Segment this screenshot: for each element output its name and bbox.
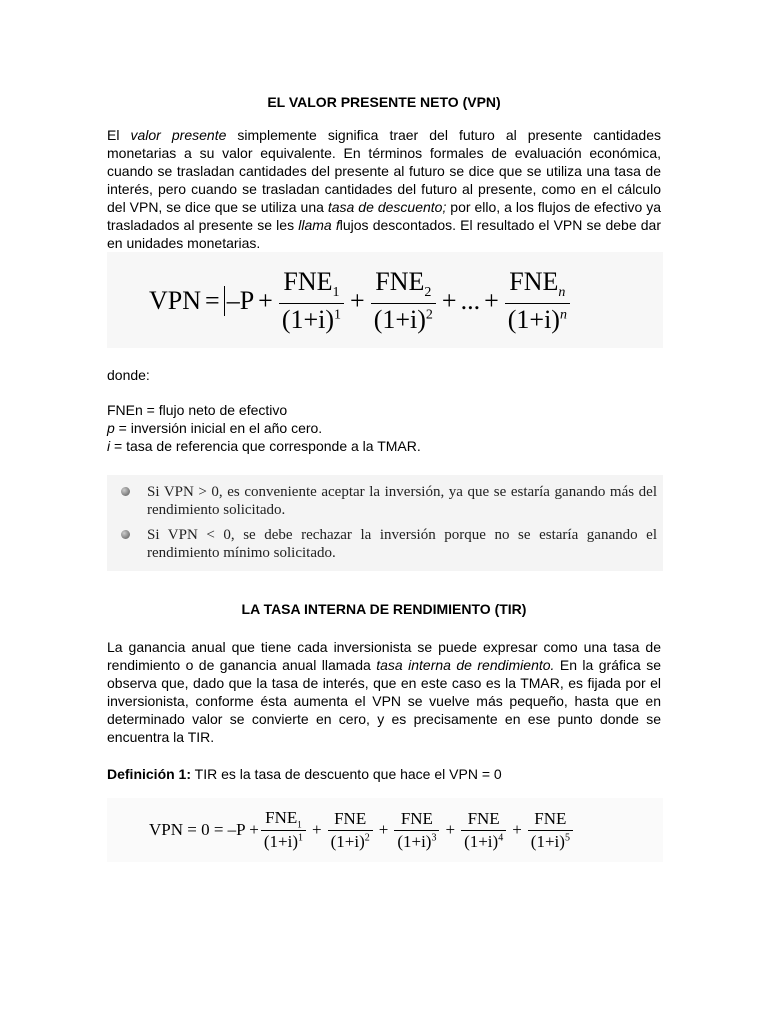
- def-fnen: FNEn = flujo neto de efectivo: [107, 402, 288, 418]
- vpn-paragraph: El valor presente simplemente significa traer del futuro al presente cantidades monetarias a su valor equivalente. En términos formales de evaluación económica, cuando se trasladan cantidades del presente al futuro se dice que se utiliza una tasa de interés, pero cuando se trasladan cantidades del futuro al presente, como en el cálculo del VPN, se dice que se utiliza una tasa de descuento; por ello, a los flujos de efectivo ya trasladados al presente se les llama flujos descontados. El resultado el VPN se debe dar en unidades monetarias.: [107, 127, 662, 251]
- vpn-formula: VPN = –P + $\frac{FNE_1}{(1+i)^1}$ + $\frac{FNE_2}{(1+i)^2}$ + ... + $\frac{FNE_n}{(1+i)^n}$: [149, 262, 572, 340]
- definition-1: Definición 1: TIR es la tasa de descuento que hace el VPN = 0: [107, 766, 502, 782]
- def-p: p = inversión inicial en el año cero.: [107, 420, 323, 436]
- tir-fraction-4: $\frac{\text{FNE}}{(1+i)^4}$: [461, 809, 506, 852]
- tir-formula-image: [107, 798, 663, 862]
- fraction-1: $\frac{FNE_1}{(1+i)^1}$: [279, 267, 344, 334]
- tir-heading: LA TASA INTERNA DE RENDIMIENTO (TIR): [241, 601, 527, 617]
- vpn-heading: EL VALOR PRESENTE NETO (VPN): [267, 94, 501, 110]
- em-tasa-descuento: tasa de descuento;: [327, 199, 447, 215]
- em-tasa-interna: tasa interna de rendimiento.: [376, 657, 555, 673]
- bullet-dot-icon: [121, 530, 130, 539]
- tir-fraction-1: $\frac{FNE_1}{(1+i)^1}$: [261, 808, 306, 852]
- em-llama: llama f: [298, 217, 340, 233]
- minus-p: –P: [224, 286, 254, 316]
- tir-fraction-5: $\frac{\text{FNE}}{(1+i)^5}$: [528, 809, 573, 852]
- tir-paragraph: La ganancia anual que tiene cada inversionista se puede expresar como una tasa de rendimiento o de ganancia anual llamada tasa interna de rendimiento. En la gráfica se observa que, dado que la tasa de interés, que en este caso es la TMAR, es fijada por el inversionista, conforme ésta aumenta el VPN se vuelve más pequeño, hasta que en determinado valor se convierte en cero, y es precisamente en ese punto donde se encuentra la TIR.: [107, 639, 661, 745]
- fraction-2: $\frac{FNE_2}{(1+i)^2}$: [371, 267, 436, 334]
- decision-criteria-image: Si VPN > 0, es conveniente aceptar la inversión, ya que se estaría ganando más del rendimiento solicitado. Si VPN < 0, se debe rechazar la inversión porque no se estaría ganando el rendimiento mínimo solicitado.: [107, 475, 663, 571]
- em-valor-presente: valor presente: [130, 127, 227, 143]
- def-i: i = tasa de referencia que corresponde a la TMAR.: [107, 438, 421, 454]
- tir-fraction-2: $\frac{\text{FNE}}{(1+i)^2}$: [328, 809, 373, 852]
- vpn-formula-image: [107, 252, 663, 348]
- tir-formula: VPN = 0 = –P + $\frac{FNE_1}{(1+i)^1}$ + $\frac{\text{FNE}}{(1+i)^2}$ + $\frac{\text{FNE}}{(1+i)^3}$ + $\frac{\text{FNE}}{(1+i)^4}$ + $\frac{\text{FNE}}{(1+i)^5}$: [149, 802, 575, 858]
- fraction-n: $\frac{FNE_n}{(1+i)^n}$: [505, 267, 570, 334]
- tir-fraction-3: $\frac{\text{FNE}}{(1+i)^3}$: [394, 809, 439, 852]
- bullet-dot-icon: [121, 487, 130, 496]
- donde-label: donde:: [107, 367, 150, 383]
